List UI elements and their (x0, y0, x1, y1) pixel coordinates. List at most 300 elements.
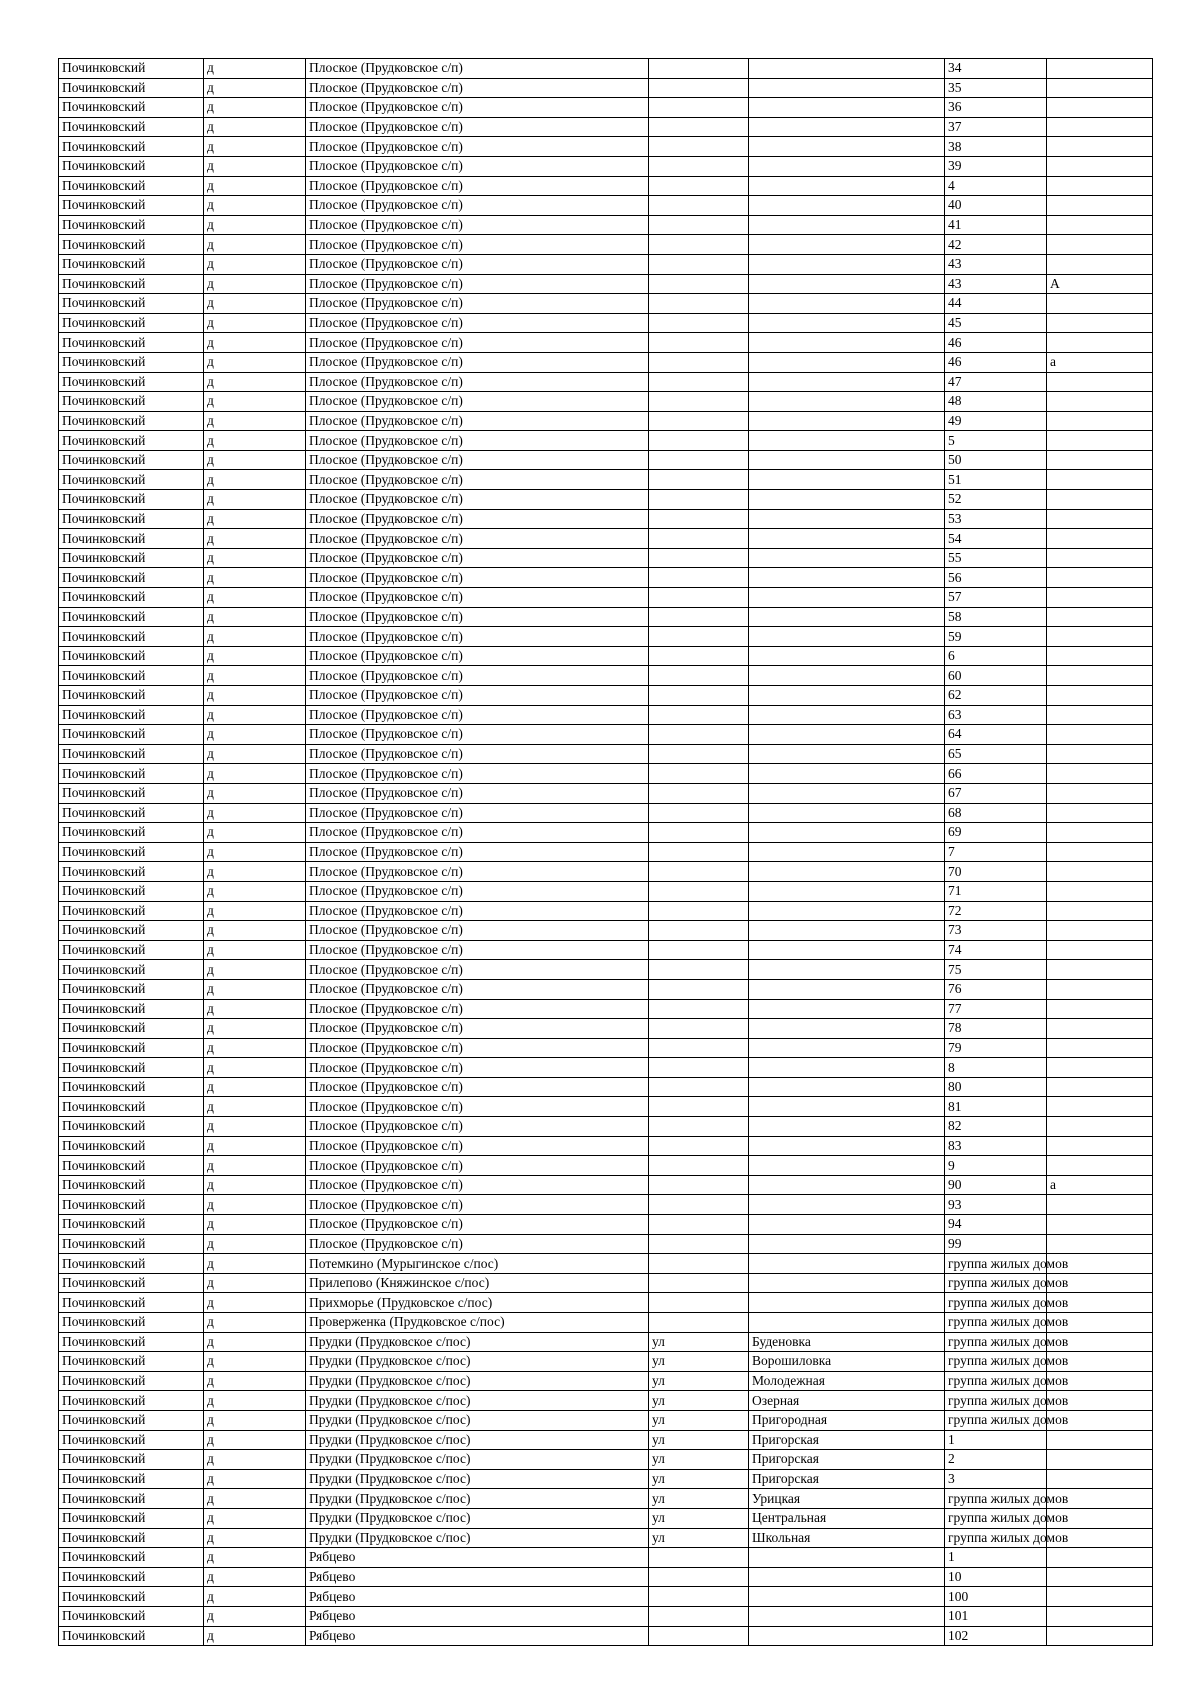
settlement-cell: Плоское (Прудковское с/п) (306, 529, 649, 549)
table-row (59, 1626, 1153, 1646)
settlement-cell: Плоское (Прудковское с/п) (306, 313, 649, 333)
table-row (59, 1352, 1153, 1372)
settlement-cell: Плоское (Прудковское с/п) (306, 686, 649, 706)
street-cell (749, 1117, 945, 1137)
table-row (59, 78, 1153, 98)
settlement-type-cell: д (204, 921, 306, 941)
settlement-cell: Плоское (Прудковское с/п) (306, 490, 649, 510)
settlement-cell: Плоское (Прудковское с/п) (306, 842, 649, 862)
building-cell (1047, 313, 1153, 333)
settlement-type-cell: д (204, 1254, 306, 1274)
street-type-cell (649, 842, 749, 862)
settlement-cell: Плоское (Прудковское с/п) (306, 117, 649, 137)
settlement-cell: Плоское (Прудковское с/п) (306, 1019, 649, 1039)
settlement-type-cell: д (204, 313, 306, 333)
district-cell: Починковский (59, 313, 204, 333)
street-cell (749, 646, 945, 666)
settlement-cell: Плоское (Прудковское с/п) (306, 823, 649, 843)
street-type-cell (649, 725, 749, 745)
settlement-cell: Прудки (Прудковское с/пос) (306, 1430, 649, 1450)
settlement-cell: Потемкино (Мурыгинское с/пос) (306, 1254, 649, 1274)
house-cell: 77 (945, 999, 1047, 1019)
settlement-type-cell: д (204, 1606, 306, 1626)
street-type-cell (649, 568, 749, 588)
table-row (59, 901, 1153, 921)
settlement-cell: Плоское (Прудковское с/п) (306, 881, 649, 901)
district-cell: Починковский (59, 392, 204, 412)
building-cell (1047, 881, 1153, 901)
street-type-cell (649, 254, 749, 274)
settlement-cell: Плоское (Прудковское с/п) (306, 901, 649, 921)
street-type-cell: ул (649, 1528, 749, 1548)
street-type-cell (649, 783, 749, 803)
building-cell (1047, 823, 1153, 843)
settlement-type-cell: д (204, 274, 306, 294)
table-row (59, 1293, 1153, 1313)
street-cell: Пригорская (749, 1469, 945, 1489)
settlement-cell: Прудки (Прудковское с/пос) (306, 1489, 649, 1509)
settlement-type-cell: д (204, 1156, 306, 1176)
street-cell (749, 78, 945, 98)
settlement-cell: Плоское (Прудковское с/п) (306, 803, 649, 823)
district-cell: Починковский (59, 1489, 204, 1509)
table-row (59, 940, 1153, 960)
settlement-cell: Плоское (Прудковское с/п) (306, 646, 649, 666)
street-cell (749, 783, 945, 803)
settlement-cell: Плоское (Прудковское с/п) (306, 176, 649, 196)
table-row (59, 1548, 1153, 1568)
street-cell (749, 1215, 945, 1235)
district-cell: Починковский (59, 783, 204, 803)
house-cell: 71 (945, 881, 1047, 901)
settlement-type-cell: д (204, 1508, 306, 1528)
table-row (59, 744, 1153, 764)
street-type-cell (649, 960, 749, 980)
settlement-type-cell: д (204, 1195, 306, 1215)
table-row (59, 509, 1153, 529)
settlement-type-cell: д (204, 1450, 306, 1470)
table-row (59, 823, 1153, 843)
house-cell: 50 (945, 450, 1047, 470)
street-type-cell (649, 940, 749, 960)
house-cell: 40 (945, 196, 1047, 216)
street-type-cell (649, 529, 749, 549)
house-cell: 94 (945, 1215, 1047, 1235)
street-cell (749, 352, 945, 372)
settlement-cell: Плоское (Прудковское с/п) (306, 215, 649, 235)
address-table (58, 58, 1153, 1646)
district-cell: Починковский (59, 881, 204, 901)
settlement-cell: Плоское (Прудковское с/п) (306, 1097, 649, 1117)
building-cell (1047, 979, 1153, 999)
district-cell: Починковский (59, 744, 204, 764)
street-cell (749, 627, 945, 647)
table-row (59, 1391, 1153, 1411)
street-cell (749, 392, 945, 412)
street-type-cell (649, 1234, 749, 1254)
house-cell: 53 (945, 509, 1047, 529)
building-cell (1047, 470, 1153, 490)
house-cell: 10 (945, 1567, 1047, 1587)
settlement-type-cell: д (204, 529, 306, 549)
district-cell: Починковский (59, 686, 204, 706)
street-type-cell (649, 98, 749, 118)
table-row (59, 274, 1153, 294)
settlement-type-cell: д (204, 979, 306, 999)
district-cell: Починковский (59, 1508, 204, 1528)
street-cell (749, 431, 945, 451)
table-row (59, 215, 1153, 235)
building-cell: а (1047, 1175, 1153, 1195)
street-cell: Пригорская (749, 1450, 945, 1470)
district-cell: Починковский (59, 1587, 204, 1607)
street-type-cell (649, 1587, 749, 1607)
street-type-cell (649, 137, 749, 157)
district-cell: Починковский (59, 1077, 204, 1097)
settlement-type-cell: д (204, 1332, 306, 1352)
settlement-type-cell: д (204, 333, 306, 353)
settlement-type-cell: д (204, 490, 306, 510)
district-cell: Починковский (59, 509, 204, 529)
street-cell (749, 1254, 945, 1274)
street-cell: Пригородная (749, 1410, 945, 1430)
street-type-cell (649, 1606, 749, 1626)
settlement-type-cell: д (204, 1117, 306, 1137)
street-type-cell (649, 411, 749, 431)
house-cell: 78 (945, 1019, 1047, 1039)
building-cell: а (1047, 352, 1153, 372)
street-type-cell (649, 1626, 749, 1646)
street-cell (749, 940, 945, 960)
building-cell (1047, 392, 1153, 412)
house-cell: 102 (945, 1626, 1047, 1646)
house-cell: группа жилых домов (945, 1391, 1047, 1411)
settlement-type-cell: д (204, 235, 306, 255)
house-cell: 62 (945, 686, 1047, 706)
street-cell (749, 98, 945, 118)
district-cell: Починковский (59, 196, 204, 216)
street-cell (749, 372, 945, 392)
street-type-cell (649, 1136, 749, 1156)
house-cell: 47 (945, 372, 1047, 392)
settlement-cell: Плоское (Прудковское с/п) (306, 1058, 649, 1078)
settlement-type-cell: д (204, 588, 306, 608)
street-cell (749, 862, 945, 882)
street-cell (749, 176, 945, 196)
street-cell (749, 823, 945, 843)
building-cell (1047, 744, 1153, 764)
table-row (59, 1528, 1153, 1548)
district-cell: Починковский (59, 372, 204, 392)
street-cell (749, 333, 945, 353)
settlement-cell: Плоское (Прудковское с/п) (306, 568, 649, 588)
street-type-cell (649, 274, 749, 294)
settlement-type-cell: д (204, 1489, 306, 1509)
settlement-type-cell: д (204, 1352, 306, 1372)
table-row (59, 999, 1153, 1019)
street-cell (749, 1097, 945, 1117)
table-row (59, 1606, 1153, 1626)
settlement-cell: Плоское (Прудковское с/п) (306, 744, 649, 764)
house-cell: 76 (945, 979, 1047, 999)
district-cell: Починковский (59, 1195, 204, 1215)
table-row (59, 686, 1153, 706)
building-cell (1047, 548, 1153, 568)
settlement-type-cell: д (204, 783, 306, 803)
building-cell (1047, 666, 1153, 686)
street-cell (749, 764, 945, 784)
district-cell: Починковский (59, 921, 204, 941)
house-cell: группа жилых домов (945, 1371, 1047, 1391)
house-cell: 1 (945, 1548, 1047, 1568)
settlement-type-cell: д (204, 352, 306, 372)
house-cell: 52 (945, 490, 1047, 510)
street-cell (749, 960, 945, 980)
table-row (59, 1450, 1153, 1470)
settlement-type-cell: д (204, 646, 306, 666)
building-cell (1047, 764, 1153, 784)
street-cell: Пригорская (749, 1430, 945, 1450)
settlement-type-cell: д (204, 1410, 306, 1430)
settlement-type-cell: д (204, 1293, 306, 1313)
house-cell: 36 (945, 98, 1047, 118)
house-cell: 63 (945, 705, 1047, 725)
building-cell (1047, 1019, 1153, 1039)
table-row (59, 254, 1153, 274)
street-type-cell: ул (649, 1352, 749, 1372)
street-cell (749, 156, 945, 176)
table-row (59, 764, 1153, 784)
table-row (59, 568, 1153, 588)
building-cell (1047, 1587, 1153, 1607)
street-cell (749, 1019, 945, 1039)
building-cell (1047, 960, 1153, 980)
settlement-type-cell: д (204, 1587, 306, 1607)
street-type-cell: ул (649, 1508, 749, 1528)
building-cell (1047, 196, 1153, 216)
house-cell: 66 (945, 764, 1047, 784)
settlement-cell: Плоское (Прудковское с/п) (306, 1156, 649, 1176)
district-cell: Починковский (59, 1156, 204, 1176)
building-cell (1047, 450, 1153, 470)
building-cell (1047, 999, 1153, 1019)
settlement-type-cell: д (204, 470, 306, 490)
table-row (59, 156, 1153, 176)
settlement-type-cell: д (204, 1391, 306, 1411)
building-cell (1047, 783, 1153, 803)
street-cell (749, 196, 945, 216)
settlement-cell: Плоское (Прудковское с/п) (306, 764, 649, 784)
house-cell: 83 (945, 1136, 1047, 1156)
settlement-cell: Плоское (Прудковское с/п) (306, 921, 649, 941)
building-cell (1047, 1606, 1153, 1626)
street-type-cell (649, 313, 749, 333)
settlement-type-cell: д (204, 1528, 306, 1548)
street-type-cell: ул (649, 1332, 749, 1352)
house-cell: 60 (945, 666, 1047, 686)
table-row (59, 979, 1153, 999)
street-cell (749, 254, 945, 274)
street-type-cell (649, 490, 749, 510)
street-cell (749, 1175, 945, 1195)
house-cell: 2 (945, 1450, 1047, 1470)
settlement-type-cell: д (204, 960, 306, 980)
district-cell: Починковский (59, 1215, 204, 1235)
street-type-cell (649, 901, 749, 921)
settlement-cell: Плоское (Прудковское с/п) (306, 235, 649, 255)
settlement-cell: Прихморье (Прудковское с/пос) (306, 1293, 649, 1313)
district-cell: Починковский (59, 1626, 204, 1646)
settlement-type-cell: д (204, 842, 306, 862)
table-row (59, 1215, 1153, 1235)
street-cell (749, 313, 945, 333)
settlement-cell: Плоское (Прудковское с/п) (306, 979, 649, 999)
house-cell: 5 (945, 431, 1047, 451)
district-cell: Починковский (59, 862, 204, 882)
house-cell: 9 (945, 1156, 1047, 1176)
settlement-cell: Рябцево (306, 1567, 649, 1587)
settlement-cell: Плоское (Прудковское с/п) (306, 372, 649, 392)
settlement-cell: Проверженка (Прудковское с/пос) (306, 1313, 649, 1333)
district-cell: Починковский (59, 215, 204, 235)
building-cell (1047, 646, 1153, 666)
table-row (59, 450, 1153, 470)
district-cell: Починковский (59, 1332, 204, 1352)
district-cell: Починковский (59, 1136, 204, 1156)
street-cell (749, 137, 945, 157)
house-cell: группа жилых домов (945, 1352, 1047, 1372)
house-cell: 93 (945, 1195, 1047, 1215)
district-cell: Починковский (59, 450, 204, 470)
house-cell: 1 (945, 1430, 1047, 1450)
table-row (59, 470, 1153, 490)
table-row (59, 529, 1153, 549)
street-type-cell (649, 352, 749, 372)
house-cell: 82 (945, 1117, 1047, 1137)
street-type-cell (649, 392, 749, 412)
house-cell: группа жилых домов (945, 1489, 1047, 1509)
settlement-type-cell: д (204, 1234, 306, 1254)
building-cell (1047, 1469, 1153, 1489)
district-cell: Починковский (59, 1058, 204, 1078)
street-cell (749, 1273, 945, 1293)
street-cell (749, 1293, 945, 1313)
street-cell (749, 411, 945, 431)
building-cell (1047, 98, 1153, 118)
street-type-cell (649, 372, 749, 392)
street-type-cell: ул (649, 1450, 749, 1470)
settlement-type-cell: д (204, 1548, 306, 1568)
settlement-type-cell: д (204, 431, 306, 451)
district-cell: Починковский (59, 490, 204, 510)
building-cell (1047, 431, 1153, 451)
district-cell: Починковский (59, 1410, 204, 1430)
street-cell (749, 921, 945, 941)
settlement-cell: Плоское (Прудковское с/п) (306, 940, 649, 960)
street-type-cell (649, 1097, 749, 1117)
street-cell (749, 1548, 945, 1568)
settlement-cell: Плоское (Прудковское с/п) (306, 1136, 649, 1156)
district-cell: Починковский (59, 274, 204, 294)
district-cell: Починковский (59, 1391, 204, 1411)
building-cell (1047, 803, 1153, 823)
settlement-cell: Плоское (Прудковское с/п) (306, 607, 649, 627)
street-cell (749, 1156, 945, 1176)
house-cell: 35 (945, 78, 1047, 98)
street-cell: Буденовка (749, 1332, 945, 1352)
house-cell: группа жилых домов (945, 1273, 1047, 1293)
district-cell: Починковский (59, 588, 204, 608)
street-type-cell (649, 1019, 749, 1039)
street-type-cell (649, 705, 749, 725)
street-type-cell (649, 803, 749, 823)
house-cell: 70 (945, 862, 1047, 882)
building-cell (1047, 1450, 1153, 1470)
building-cell (1047, 137, 1153, 157)
street-type-cell: ул (649, 1371, 749, 1391)
street-type-cell (649, 588, 749, 608)
table-row (59, 1038, 1153, 1058)
street-cell: Центральная (749, 1508, 945, 1528)
district-cell: Починковский (59, 137, 204, 157)
settlement-type-cell: д (204, 1430, 306, 1450)
address-table-body (59, 59, 1153, 1646)
street-cell (749, 1313, 945, 1333)
settlement-type-cell: д (204, 1469, 306, 1489)
district-cell: Починковский (59, 979, 204, 999)
settlement-cell: Плоское (Прудковское с/п) (306, 548, 649, 568)
building-cell (1047, 862, 1153, 882)
district-cell: Починковский (59, 960, 204, 980)
table-row (59, 1469, 1153, 1489)
settlement-type-cell: д (204, 1019, 306, 1039)
street-type-cell (649, 1195, 749, 1215)
house-cell: 90 (945, 1175, 1047, 1195)
settlement-type-cell: д (204, 294, 306, 314)
table-row (59, 1117, 1153, 1137)
settlement-type-cell: д (204, 901, 306, 921)
street-type-cell (649, 470, 749, 490)
street-type-cell: ул (649, 1489, 749, 1509)
district-cell: Починковский (59, 803, 204, 823)
table-row (59, 196, 1153, 216)
building-cell (1047, 1234, 1153, 1254)
settlement-cell: Плоское (Прудковское с/п) (306, 627, 649, 647)
table-row (59, 646, 1153, 666)
street-cell (749, 999, 945, 1019)
street-type-cell (649, 999, 749, 1019)
settlement-type-cell: д (204, 999, 306, 1019)
street-type-cell (649, 450, 749, 470)
settlement-type-cell: д (204, 176, 306, 196)
building-cell (1047, 59, 1153, 79)
street-cell (749, 450, 945, 470)
district-cell: Починковский (59, 176, 204, 196)
house-cell: 99 (945, 1234, 1047, 1254)
settlement-type-cell: д (204, 509, 306, 529)
district-cell: Починковский (59, 1273, 204, 1293)
street-cell (749, 117, 945, 137)
table-row (59, 705, 1153, 725)
settlement-cell: Плоское (Прудковское с/п) (306, 509, 649, 529)
street-cell (749, 1038, 945, 1058)
settlement-type-cell: д (204, 627, 306, 647)
settlement-type-cell: д (204, 568, 306, 588)
district-cell: Починковский (59, 1528, 204, 1548)
settlement-cell: Плоское (Прудковское с/п) (306, 98, 649, 118)
street-type-cell (649, 1215, 749, 1235)
house-cell: 65 (945, 744, 1047, 764)
